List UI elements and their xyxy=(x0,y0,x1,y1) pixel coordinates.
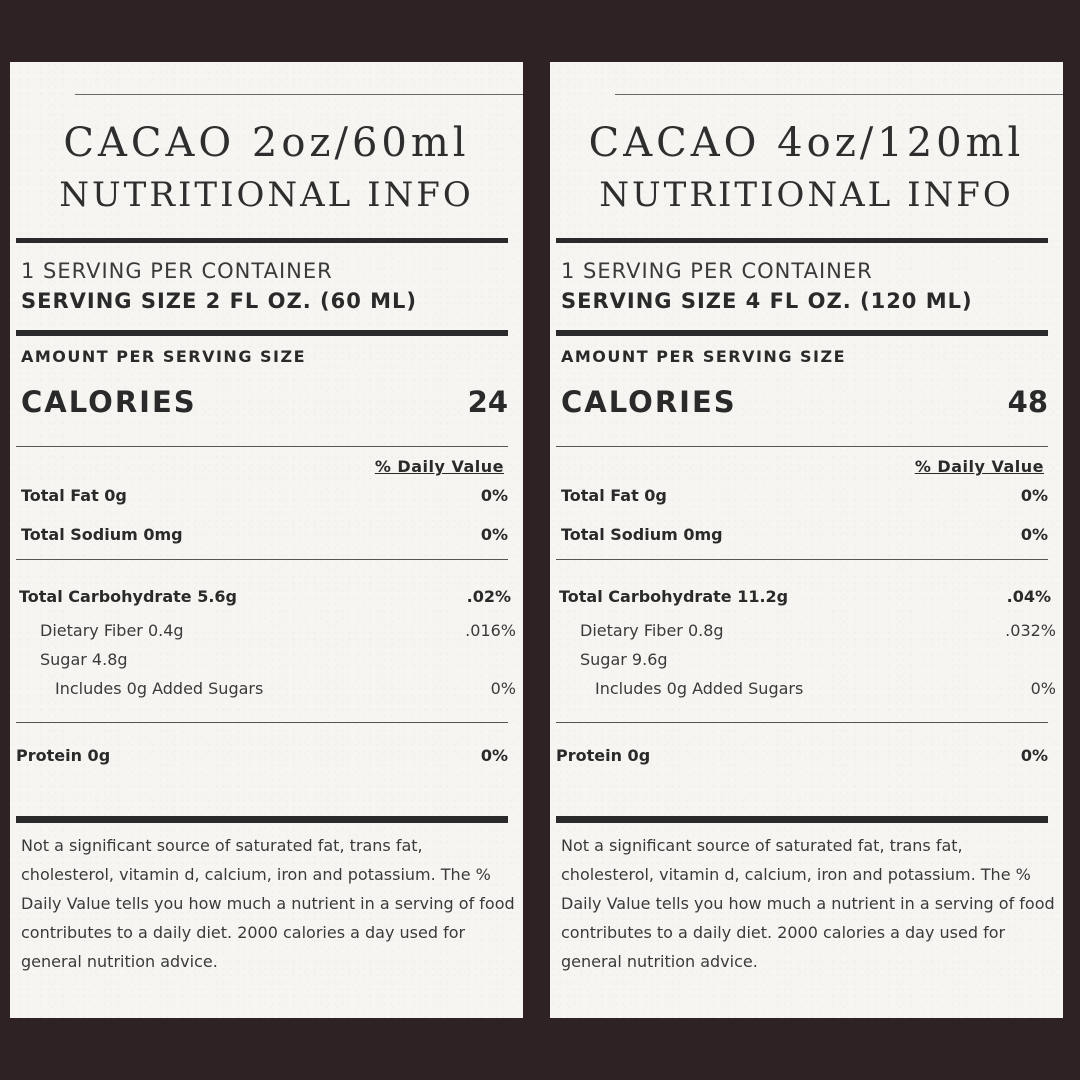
top-rule xyxy=(75,94,523,95)
divider-thick xyxy=(16,816,508,823)
daily-value-header: % Daily Value xyxy=(374,457,504,476)
dietary-fiber-label: Dietary Fiber 0.8g xyxy=(580,621,724,640)
calories-label: CALORIES xyxy=(561,385,737,419)
amount-per-serving: AMOUNT PER SERVING SIZE xyxy=(21,347,307,366)
label-title: CACAO 4oz/120ml xyxy=(588,120,1025,166)
total-carb-dv: .02% xyxy=(466,587,511,606)
divider-thin xyxy=(16,722,508,723)
divider-thin xyxy=(16,446,508,447)
servings-per-container: 1 SERVING PER CONTAINER xyxy=(561,259,873,283)
divider-thin xyxy=(556,722,1048,723)
calories-value: 24 xyxy=(467,385,508,419)
nutrition-label-4oz xyxy=(550,62,1063,1018)
total-sodium-dv: 0% xyxy=(1020,525,1048,544)
divider-thin xyxy=(556,559,1048,560)
total-carb-label: Total Carbohydrate 5.6g xyxy=(19,587,237,606)
protein-label: Protein 0g xyxy=(556,746,651,765)
divider-thin xyxy=(16,559,508,560)
footnote: Not a significant source of saturated fat, trans fat, cholesterol, vitamin d, calcium, iron and potassium. The % Daily Value tells you how much a nutrient in a serving of food contributes to a daily diet. 2000 calories a day used for general nutrition advice. xyxy=(561,836,1055,971)
total-sodium-label: Total Sodium 0mg xyxy=(561,525,723,544)
footnote: Not a significant source of saturated fat, trans fat, cholesterol, vitamin d, calcium, iron and potassium. The % Daily Value tells you how much a nutrient in a serving of food contributes to a daily diet. 2000 calories a day used for general nutrition advice. xyxy=(21,836,515,971)
sugar-label: Sugar 4.8g xyxy=(40,650,128,669)
divider-thick xyxy=(556,238,1048,243)
dietary-fiber-dv: .016% xyxy=(465,621,516,640)
serving-size: SERVING SIZE 4 FL OZ. (120 ML) xyxy=(561,289,973,313)
serving-size: SERVING SIZE 2 FL OZ. (60 ML) xyxy=(21,289,417,313)
total-fat-dv: 0% xyxy=(480,486,508,505)
protein-dv: 0% xyxy=(480,746,508,765)
total-fat-label: Total Fat 0g xyxy=(561,486,667,505)
divider-thick xyxy=(16,238,508,243)
total-carb-dv: .04% xyxy=(1006,587,1051,606)
dietary-fiber-dv: .032% xyxy=(1005,621,1056,640)
dietary-fiber-label: Dietary Fiber 0.4g xyxy=(40,621,184,640)
divider-thick xyxy=(556,816,1048,823)
added-sugar-dv: 0% xyxy=(490,679,516,698)
sugar-label: Sugar 9.6g xyxy=(580,650,668,669)
calories-value: 48 xyxy=(1007,385,1048,419)
added-sugar-dv: 0% xyxy=(1030,679,1056,698)
added-sugar-label: Includes 0g Added Sugars xyxy=(595,679,804,698)
divider-thick xyxy=(556,330,1048,336)
amount-per-serving: AMOUNT PER SERVING SIZE xyxy=(561,347,847,366)
protein-dv: 0% xyxy=(1020,746,1048,765)
total-sodium-label: Total Sodium 0mg xyxy=(21,525,183,544)
divider-thin xyxy=(556,446,1048,447)
daily-value-header: % Daily Value xyxy=(914,457,1044,476)
total-fat-dv: 0% xyxy=(1020,486,1048,505)
top-rule xyxy=(615,94,1063,95)
servings-per-container: 1 SERVING PER CONTAINER xyxy=(21,259,333,283)
total-sodium-dv: 0% xyxy=(480,525,508,544)
label-subtitle: NUTRITIONAL INFO xyxy=(59,175,474,215)
calories-label: CALORIES xyxy=(21,385,197,419)
label-title: CACAO 2oz/60ml xyxy=(63,120,470,166)
protein-label: Protein 0g xyxy=(16,746,111,765)
total-carb-label: Total Carbohydrate 11.2g xyxy=(559,587,789,606)
label-subtitle: NUTRITIONAL INFO xyxy=(599,175,1014,215)
added-sugar-label: Includes 0g Added Sugars xyxy=(55,679,264,698)
divider-thick xyxy=(16,330,508,336)
total-fat-label: Total Fat 0g xyxy=(21,486,127,505)
nutrition-label-2oz xyxy=(10,62,523,1018)
